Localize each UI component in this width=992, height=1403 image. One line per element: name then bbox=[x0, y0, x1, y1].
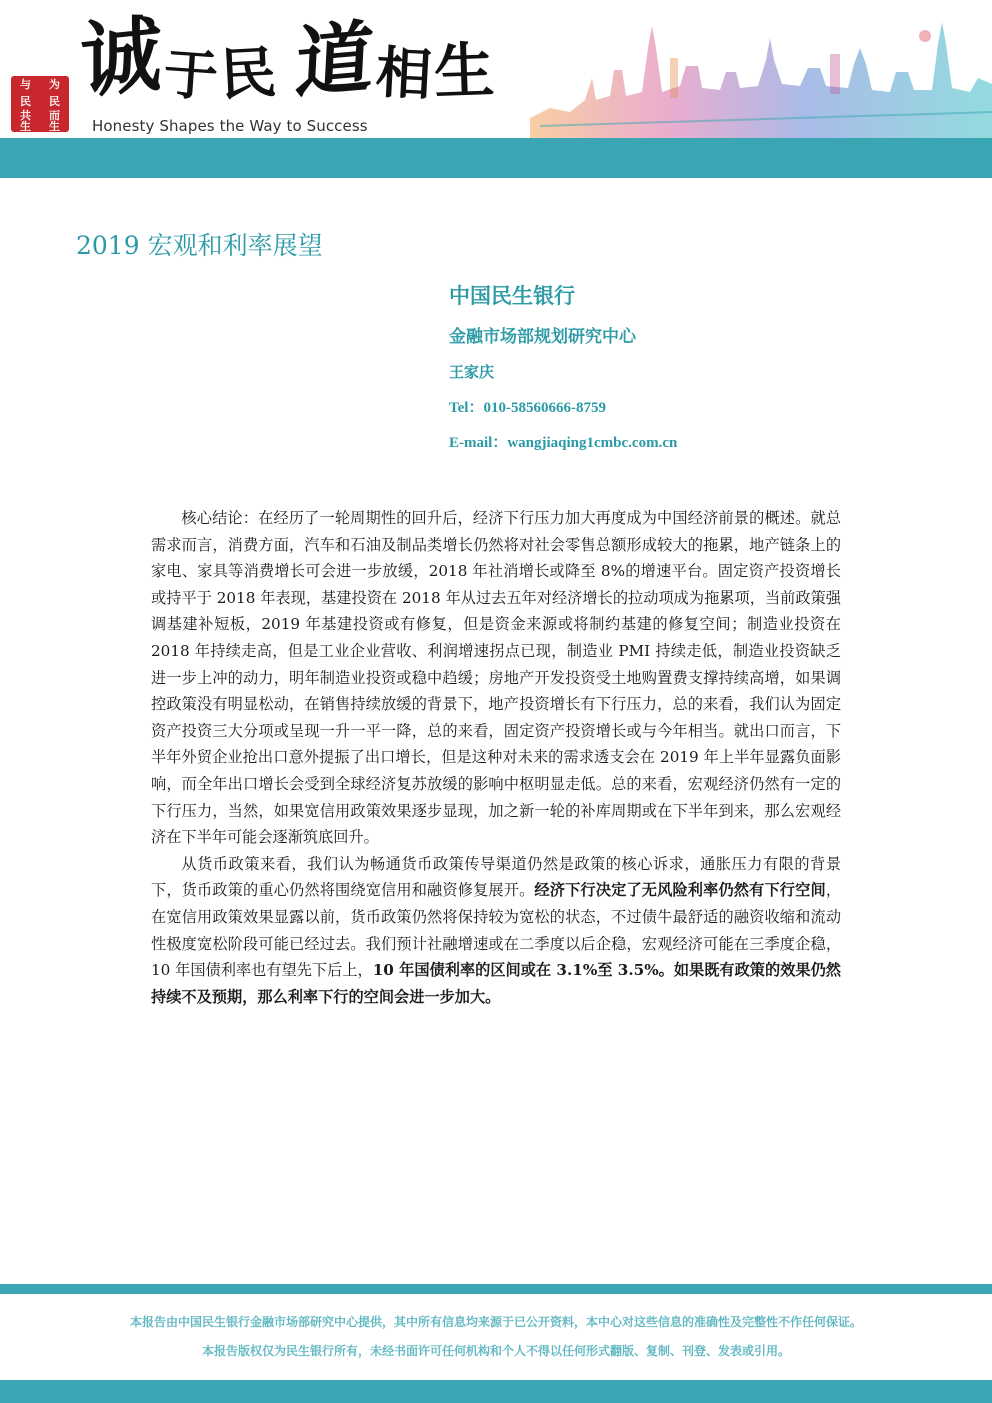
footer-band-top bbox=[0, 1284, 992, 1294]
footer-band-bottom bbox=[0, 1380, 992, 1403]
disclaimer bbox=[0, 1313, 992, 1359]
body-text: ，在宽信用政策效果显露以前，货币政策仍然将保持较为宽松的状态，不过债牛最舒适的融资收缩和流动性极度宽松阶段可能已经过去。我们预计社融增速或在二季度以后企稳，宏观经济可能在三季度企稳，10 年国债利率也有望先下后上， bbox=[151, 881, 842, 980]
body-paragraph-2 bbox=[151, 851, 841, 1011]
seal-char: 民 bbox=[49, 95, 60, 108]
body-highlight: 经济下行决定了无风险利率仍然有下行空间 bbox=[534, 881, 826, 900]
report-body bbox=[151, 505, 841, 1010]
body-paragraph-1: 核心结论：在经历了一轮周期性的回升后，经济下行压力加大再度成为中国经济前景的概述。就总需求而言，消费方面，汽车和石油及制品类增长仍然将对社会零售总额形成较大的拖累，地产链条上的家电、家具等消费增长可会进一步放缓，2018 年社消增长或降至 8%的增速平台。固定资产投资增长或持平于 2018 年表现，基建投资在 2018 年从过去五年对经济增长的拉动项成为拖累项，当前政策强调基建补短板，2019 年基建投资或有修复，但是资金来源或将制约基建的修复空间；制造业投资在 2018 年持续走高，但是工业企业营收、利润增速拐点已现，制造业 PMI 持续走低，制造业投资缺乏进一步上冲的动力，明年制造业投资或稳中趋缓；房地产开发投资受土地购置费支撑持续高增，如果调控政策没有明显松动，在销售持续放缓的背景下，地产投资增长有下行压力，总的来看，我们认为固定资产投资三大分项或呈现一升一平一降，总的来看，固定资产投资增长或与今年相当。就出口而言，下半年外贸企业抢出口意外提振了出口增长，但是这种对未来的需求透支会在 2019 年上半年显露负面影响，而全年出口增长会受到全球经济复苏放缓的影响中枢明显走低。总的来看，宏观经济仍然有一定的下行压力，当然，如果宽信用政策效果逐步显现，加之新一轮的补库周期或在下半年到来，那么宏观经济在下半年可能会逐渐筑底回升。 bbox=[151, 509, 841, 847]
english-slogan: Honesty Shapes the Way to Success bbox=[92, 117, 368, 135]
report-title: 2019 宏观和利率展望 bbox=[76, 231, 323, 260]
disclaimer-line-2: 本报告版权仅为民生银行所有，未经书面许可任何机构和个人不得以任何形式翻版、复制、刊登、发表或引用。 bbox=[201, 1344, 790, 1358]
author-block bbox=[449, 280, 677, 466]
slogan-char: 民 bbox=[218, 39, 278, 109]
slogan-char: 生 bbox=[433, 35, 496, 109]
seal-char: 为 bbox=[49, 78, 60, 91]
calligraphy-slogan bbox=[80, 5, 540, 111]
slogan-char: 相 bbox=[374, 39, 434, 109]
author-email: E-mail：wangjiaqing1cmbc.com.cn bbox=[449, 435, 678, 451]
body-text: 从货币政策来看，我们认为畅通货币政策传导渠道仍然是政策的核心诉求，通胀压力有限的背景下，货币政策的重心仍然将围绕宽信用和融资修复展开。 bbox=[151, 854, 841, 900]
seal-char: 与 bbox=[20, 78, 31, 91]
slogan-char: 道 bbox=[293, 11, 376, 110]
author-tel: Tel：010-58560666-8759 bbox=[449, 400, 606, 416]
disclaimer-line-1: 本报告由中国民生银行金融市场部研究中心提供，其中所有信息均来源于已公开资料，本中心对这些信息的准确性及完整性不作任何保证。 bbox=[129, 1315, 862, 1329]
seal-char: 而 bbox=[49, 109, 60, 122]
city-skyline-illustration bbox=[530, 8, 992, 138]
header-band bbox=[0, 138, 992, 178]
bank-seal-logo bbox=[11, 76, 69, 132]
seal-char: 生 bbox=[49, 120, 60, 133]
seal-char: 共 bbox=[20, 109, 31, 122]
organization-name: 中国民生银行 bbox=[449, 284, 575, 308]
seal-char: 民 bbox=[20, 95, 31, 108]
slogan-char: 诚 bbox=[80, 5, 162, 111]
department-name: 金融市场部规划研究中心 bbox=[449, 327, 636, 347]
author-name: 王家庆 bbox=[449, 363, 495, 381]
seal-char: 生 bbox=[20, 120, 31, 133]
page-header bbox=[0, 0, 992, 178]
body-highlight: 10 年国债利率的区间或在 3.1%至 3.5%。如果既有政策的效果仍然持续不及预期，那么利率下行的空间会进一步加大。 bbox=[151, 961, 841, 1006]
slogan-char: 于 bbox=[161, 41, 220, 109]
